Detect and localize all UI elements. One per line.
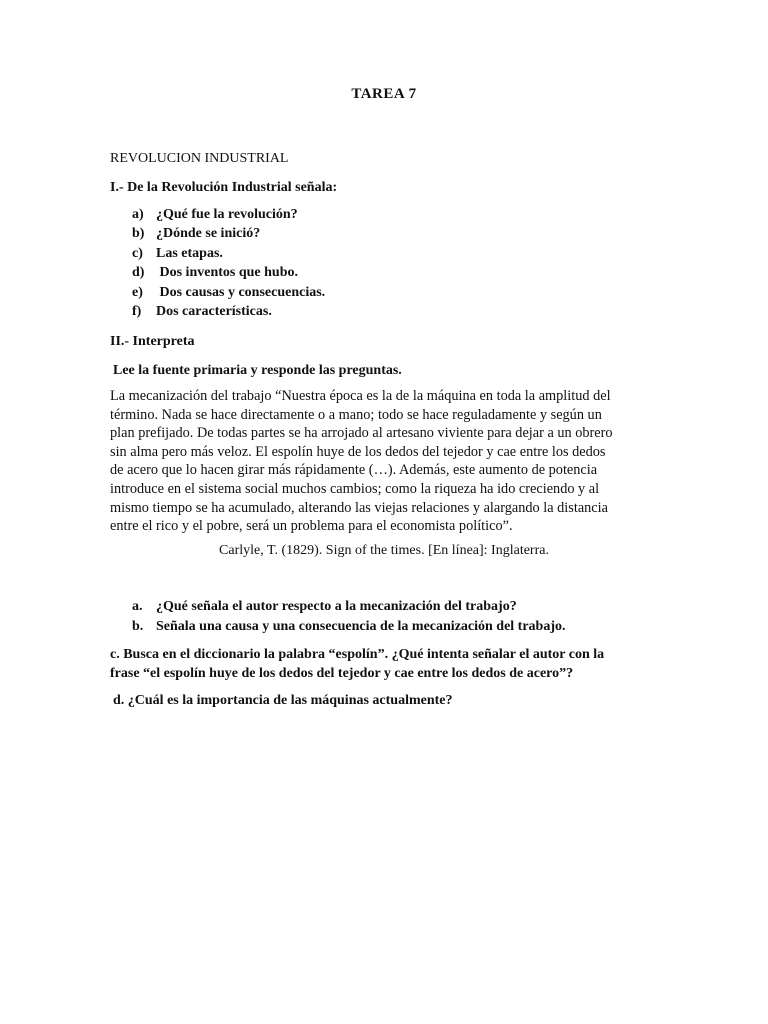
passage-line: entre el rico y el pobre, será un problema para el economista político”. [110, 518, 513, 535]
list-item-text: Dos inventos que hubo. [156, 265, 298, 281]
section-1-list [132, 205, 325, 321]
passage-line: mismo tiempo se ha acumulado, alterando las viejas relaciones y alargando la distancia [110, 499, 608, 516]
list-item-text: Dos causas y consecuencias. [156, 284, 326, 300]
passage-line: La mecanización del trabajo “Nuestra época es la de la máquina en toda la amplitud del [110, 388, 611, 404]
question-marker: b. [132, 618, 144, 634]
list-marker: d) [132, 265, 145, 281]
list-marker: c) [132, 245, 143, 261]
question-item [132, 617, 566, 637]
list-item [132, 224, 325, 243]
question-c-line: c. Busca en el diccionario la palabra “espolín”. ¿Qué intenta señalar el autor con la [110, 647, 605, 662]
question-d: d. ¿Cuál es la importancia de las máquinas actualmente? [113, 693, 453, 708]
question-list [132, 597, 566, 636]
question-c [110, 645, 670, 683]
section-1-heading: I.- De la Revolución Industrial señala: [110, 180, 338, 195]
passage-line: plan prefijado. De todas partes se ha arrojado al artesano viviente para dejar a un obrero [110, 425, 613, 442]
list-item [132, 283, 325, 302]
passage-line: introduce en el sistema social muchos cambios; como la riqueza ha ido creciendo y al [110, 480, 600, 497]
section-2-heading: II.- Interpreta [110, 334, 195, 349]
source-passage [110, 387, 666, 536]
question-marker: a. [132, 599, 143, 614]
question-item [132, 597, 566, 617]
list-item [132, 302, 325, 321]
list-marker: e) [132, 284, 143, 300]
question-text: Señala una causa y una consecuencia de la mecanización del trabajo. [156, 618, 566, 634]
list-marker: b) [132, 226, 145, 242]
page-title: TAREA 7 [351, 86, 417, 102]
list-item [132, 244, 325, 263]
passage-line: de acero que lo hacen girar más rápidamente (…). Además, este aumento de potencia [110, 462, 598, 479]
topic-heading: REVOLUCION INDUSTRIAL [110, 151, 289, 166]
list-item-text: Dos características. [156, 304, 272, 320]
list-marker: a) [132, 207, 144, 222]
list-marker: f) [132, 304, 142, 320]
instruction-text: Lee la fuente primaria y responde las preguntas. [113, 363, 402, 378]
question-c-line: frase “el espolín huye de los dedos del tejedor y cae entre los dedos de acero”? [110, 666, 574, 681]
source-citation: Carlyle, T. (1829). Sign of the times. [En línea]: Inglaterra. [219, 543, 549, 558]
question-text: ¿Qué señala el autor respecto a la mecanización del trabajo? [156, 599, 517, 614]
passage-line: término. Nada se hace directamente o a mano; todo se hace reguladamente y según un [110, 406, 602, 423]
list-item [132, 205, 325, 224]
list-item-text: ¿Dónde se inició? [156, 226, 261, 242]
passage-line: sin alma pero más veloz. El espolín huye de los dedos del tejedor y cae entre los dedos [110, 443, 606, 460]
list-item [132, 263, 325, 282]
list-item-text: ¿Qué fue la revolución? [156, 207, 298, 222]
list-item-text: Las etapas. [156, 245, 223, 261]
